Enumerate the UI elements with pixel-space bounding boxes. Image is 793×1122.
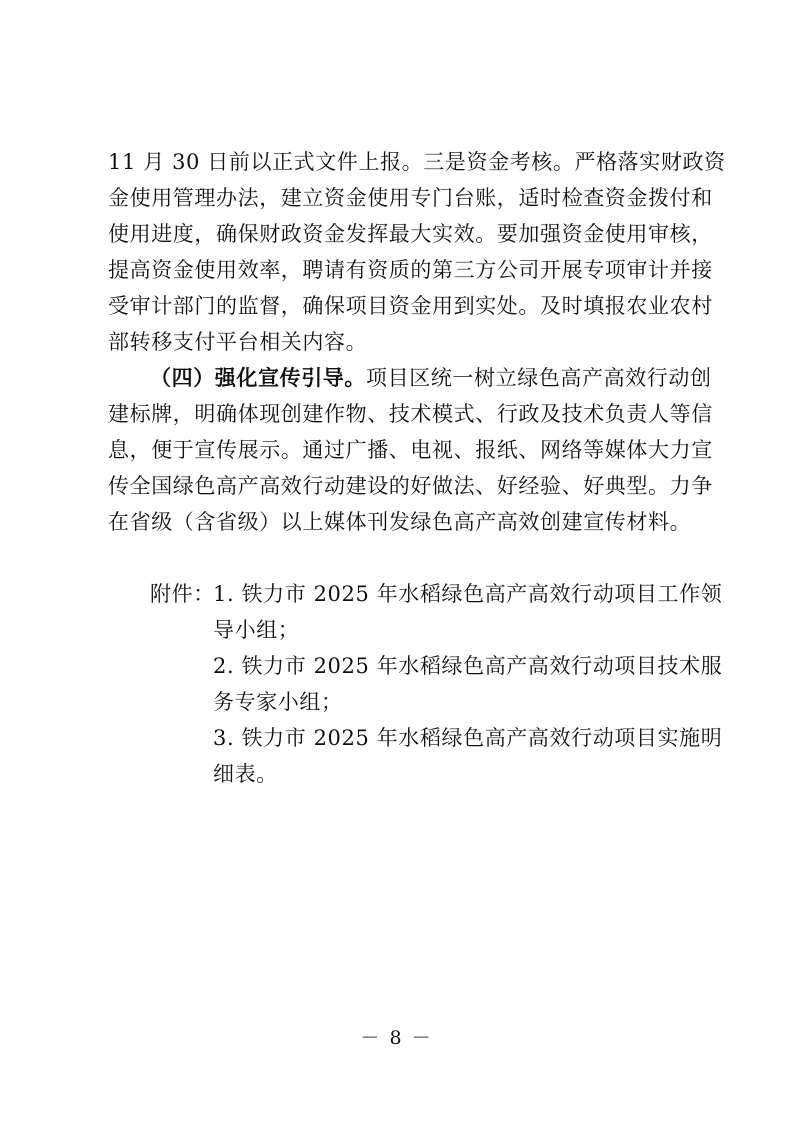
body-line: 建标牌，明确体现创建作物、技术模式、行政及技术负责人等信 [108, 402, 713, 426]
body-line: 息，便于宣传展示。通过广播、电视、报纸、网络等媒体大力宣 [108, 438, 713, 462]
body-line: 传全国绿色高产高效行动建设的好做法、好经验、好典型。力争 [108, 474, 713, 498]
body-line: 金使用管理办法，建立资金使用专门台账，适时检查资金拨付和 [108, 186, 713, 210]
attachment-item-3: 3. 铁力市 2025 年水稻绿色高产高效行动项目实施明 [213, 726, 723, 750]
page-number: － 8 － [360, 1027, 433, 1049]
body-line: 受审计部门的监督，确保项目资金用到实处。及时填报农业农村 [108, 294, 713, 318]
attachment-item-2-cont: 务专家小组； [213, 690, 343, 714]
attachment-item-3-cont: 细表。 [213, 762, 278, 786]
body-line: 提高资金使用效率，聘请有资质的第三方公司开展专项审计并接 [108, 258, 713, 282]
attachment-item-1: 1. 铁力市 2025 年水稻绿色高产高效行动项目工作领 [213, 582, 723, 606]
body-line: 部转移支付平台相关内容。 [108, 330, 368, 354]
attachment-item-1-cont: 导小组； [213, 618, 300, 642]
attachment-item-2: 2. 铁力市 2025 年水稻绿色高产高效行动项目技术服 [213, 654, 723, 678]
body-line: 使用进度，确保财政资金发挥最大实效。要加强资金使用审核， [108, 222, 713, 246]
section-heading-line [150, 363, 712, 393]
body-line: 11 月 30 日前以正式文件上报。三是资金考核。严格落实财政资 [108, 150, 726, 174]
section-heading: （四）强化宣传引导。 [150, 366, 366, 390]
section-text: 项目区统一树立绿色高产高效行动创 [366, 366, 712, 390]
body-line: 在省级（含省级）以上媒体刊发绿色高产高效创建宣传材料。 [108, 510, 692, 534]
attachments-label: 附件： [150, 582, 215, 606]
